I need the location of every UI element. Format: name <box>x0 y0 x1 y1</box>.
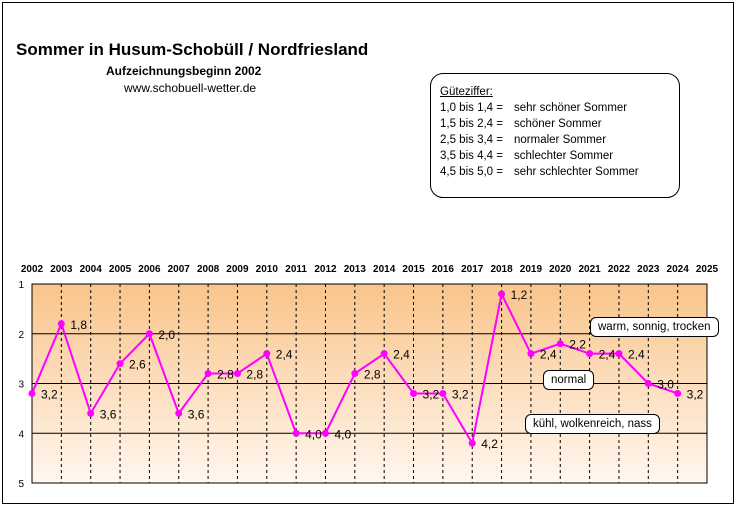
data-point <box>146 330 153 337</box>
legend-row <box>440 116 679 132</box>
y-tick-label: 2 <box>18 329 24 341</box>
legend-row <box>440 100 679 116</box>
data-label: 3,2 <box>451 387 469 402</box>
legend-row <box>440 148 679 164</box>
data-label: 4,0 <box>305 427 322 442</box>
legend-range: 2,5 bis 3,4 = <box>440 134 503 146</box>
data-label: 2,4 <box>598 347 616 362</box>
data-label: 3,6 <box>187 407 205 422</box>
data-point <box>263 350 270 357</box>
data-point <box>410 390 417 397</box>
legend-range: 4,5 bis 5,0 = <box>440 166 503 178</box>
x-tick-label: 2025 <box>695 264 719 275</box>
data-label: 2,4 <box>275 347 293 362</box>
x-tick-label: 2005 <box>108 264 132 275</box>
data-point <box>381 350 388 357</box>
legend-label: schöner Sommer <box>514 118 602 130</box>
data-label: 2,8 <box>246 367 264 382</box>
data-label: 2,4 <box>627 347 645 362</box>
x-tick-label: 2019 <box>519 264 543 275</box>
data-point <box>58 320 65 327</box>
data-point <box>87 410 94 417</box>
data-point <box>498 290 505 297</box>
x-tick-label: 2023 <box>637 264 660 275</box>
y-tick-label: 4 <box>18 429 24 441</box>
legend-heading: Güteziffer: <box>440 86 493 98</box>
annotation-cool: kühl, wolkenreich, nass <box>525 414 660 434</box>
data-point <box>674 390 681 397</box>
x-tick-label: 2006 <box>138 264 161 275</box>
data-label: 2,4 <box>393 347 410 362</box>
x-tick-label: 2016 <box>431 264 454 275</box>
data-point <box>439 390 446 397</box>
x-tick-label: 2011 <box>285 264 307 275</box>
rating-legend <box>430 73 680 198</box>
x-tick-label: 2021 <box>578 264 601 275</box>
data-point <box>29 390 36 397</box>
data-point <box>322 430 329 437</box>
x-tick-label: 2014 <box>373 264 396 275</box>
x-tick-label: 2018 <box>490 264 513 275</box>
x-tick-label: 2017 <box>461 264 484 275</box>
x-tick-label: 2012 <box>314 264 337 275</box>
chart-title: Sommer in Husum-Schobüll / Nordfriesland <box>16 40 369 59</box>
x-tick-label: 2013 <box>343 264 366 275</box>
y-tick-label: 1 <box>18 280 24 291</box>
x-tick-label: 2007 <box>167 264 190 275</box>
x-tick-label: 2020 <box>549 264 572 275</box>
legend-range: 1,5 bis 2,4 = <box>440 118 503 130</box>
data-point <box>469 440 476 447</box>
data-point <box>234 370 241 377</box>
legend-range: 3,5 bis 4,4 = <box>440 150 503 162</box>
data-label: 1,8 <box>70 317 88 332</box>
data-label: 4,0 <box>334 427 352 442</box>
chart-subtitle: Aufzeichnungsbeginn 2002 <box>106 64 262 78</box>
data-point <box>117 360 124 367</box>
legend-row <box>440 164 679 180</box>
y-tick-label: 3 <box>18 379 24 391</box>
x-tick-label: 2010 <box>255 264 278 275</box>
data-label: 1,2 <box>510 287 528 302</box>
x-tick-label: 2008 <box>196 264 220 275</box>
annotation-warm: warm, sonnig, trocken <box>590 317 719 337</box>
x-tick-label: 2003 <box>50 264 73 275</box>
y-tick-label: 5 <box>18 479 24 490</box>
data-label: 3,2 <box>41 387 58 402</box>
x-tick-label: 2004 <box>79 264 102 275</box>
legend-range: 1,0 bis 1,4 = <box>440 102 503 114</box>
website-text: www.schobuell-wetter.de <box>124 81 257 95</box>
data-label: 2,8 <box>217 367 234 382</box>
data-point <box>557 340 564 347</box>
x-tick-label: 2009 <box>226 264 249 275</box>
legend-label: sehr schöner Sommer <box>514 102 628 114</box>
legend-label: normaler Sommer <box>514 134 607 146</box>
data-point <box>586 350 593 357</box>
data-label: 2,0 <box>158 327 176 342</box>
data-point <box>527 350 534 357</box>
data-point <box>351 370 358 377</box>
data-label: 2,4 <box>539 347 557 362</box>
data-point <box>205 370 212 377</box>
data-label: 3,6 <box>99 407 117 422</box>
data-label: 2,2 <box>569 337 586 352</box>
data-point <box>615 350 622 357</box>
legend-row <box>440 132 679 148</box>
x-tick-label: 2022 <box>607 264 631 275</box>
data-label: 3,2 <box>422 387 440 402</box>
x-tick-label: 2002 <box>20 264 44 275</box>
data-label: 4,2 <box>481 437 498 452</box>
data-label: 2,8 <box>363 367 381 382</box>
data-label: 3,0 <box>657 377 674 392</box>
data-label: 2,6 <box>129 357 146 372</box>
x-tick-label: 2015 <box>402 264 425 275</box>
data-point <box>293 430 300 437</box>
data-label: 3,2 <box>686 387 704 402</box>
x-tick-label: 2024 <box>666 264 689 275</box>
data-point <box>645 380 652 387</box>
annotation-normal: normal <box>543 370 594 390</box>
legend-label: sehr schlechter Sommer <box>514 166 639 178</box>
data-point <box>175 410 182 417</box>
legend-label: schlechter Sommer <box>514 150 614 162</box>
